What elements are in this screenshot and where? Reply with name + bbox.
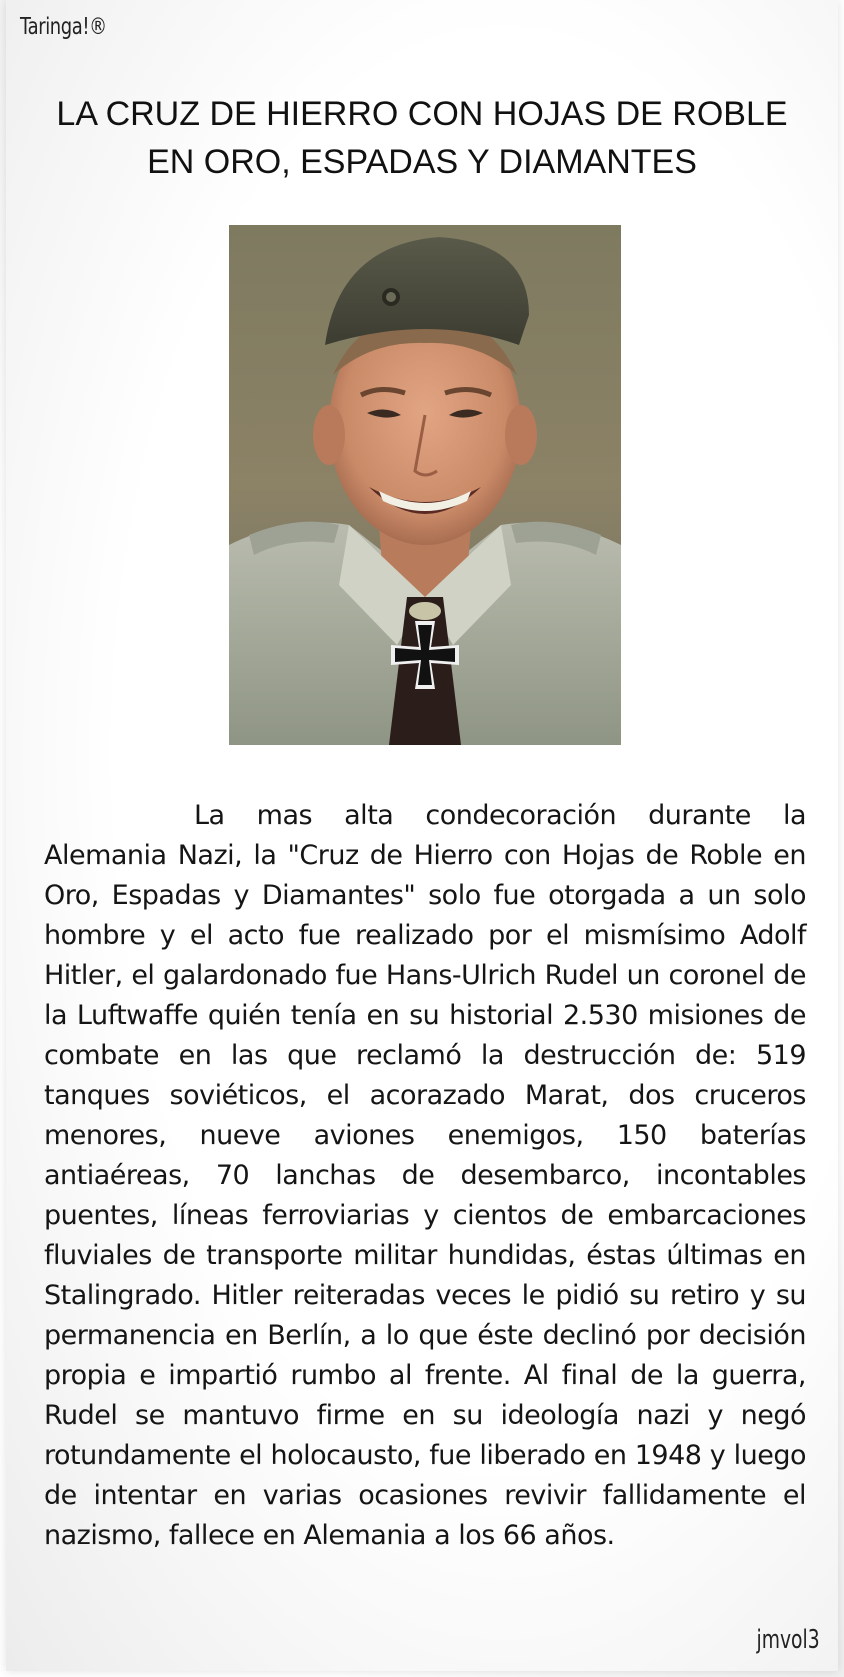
- page-title: [40, 90, 804, 186]
- taringa-logo: Taringa!®: [20, 14, 107, 40]
- portrait-photo-icon: [229, 225, 621, 745]
- title-line-1: LA CRUZ DE HIERRO CON HOJAS DE ROBLE: [56, 95, 788, 133]
- portrait-photo: [229, 225, 621, 745]
- body-paragraph: La mas alta condecoración durante la Alemania Nazi, la "Cruz de Hierro con Hojas de Roble en Oro, Espadas y Diamantes" solo fue otorgada a un solo hombre y el acto fue realizado por el mismísimo Adolf Hitler, el galardonado fue Hans-Ulrich Rudel un coronel de la Luftwaffe quién tenía en su historial 2.530 misiones de combate en las que reclamó la destrucción de: 519 tanques soviéticos, el acorazado Marat, dos cruceros menores, nueve aviones enemigos, 150 baterías antiaéreas, 70 lanchas de desembarco, incontables puentes, líneas ferroviarias y cientos de embarcaciones fluviales de transporte militar hundidas, éstas últimas en Stalingrado. Hitler reiteradas veces le pidió su retiro y su permanencia en Berlín, a lo que éste declinó por decisión propia e impartió rumbo al frente. Al final de la guerra, Rudel se mantuvo firme en su ideología nazi y negó rotundamente el holocausto, fue liberado en 1948 y luego de intentar en varias ocasiones revivir fallidamente el nazismo, fallece en Alemania a los 66 años.: [44, 800, 806, 1551]
- signature: jmvol3: [756, 1625, 820, 1655]
- title-line-2: EN ORO, ESPADAS Y DIAMANTES: [147, 143, 697, 181]
